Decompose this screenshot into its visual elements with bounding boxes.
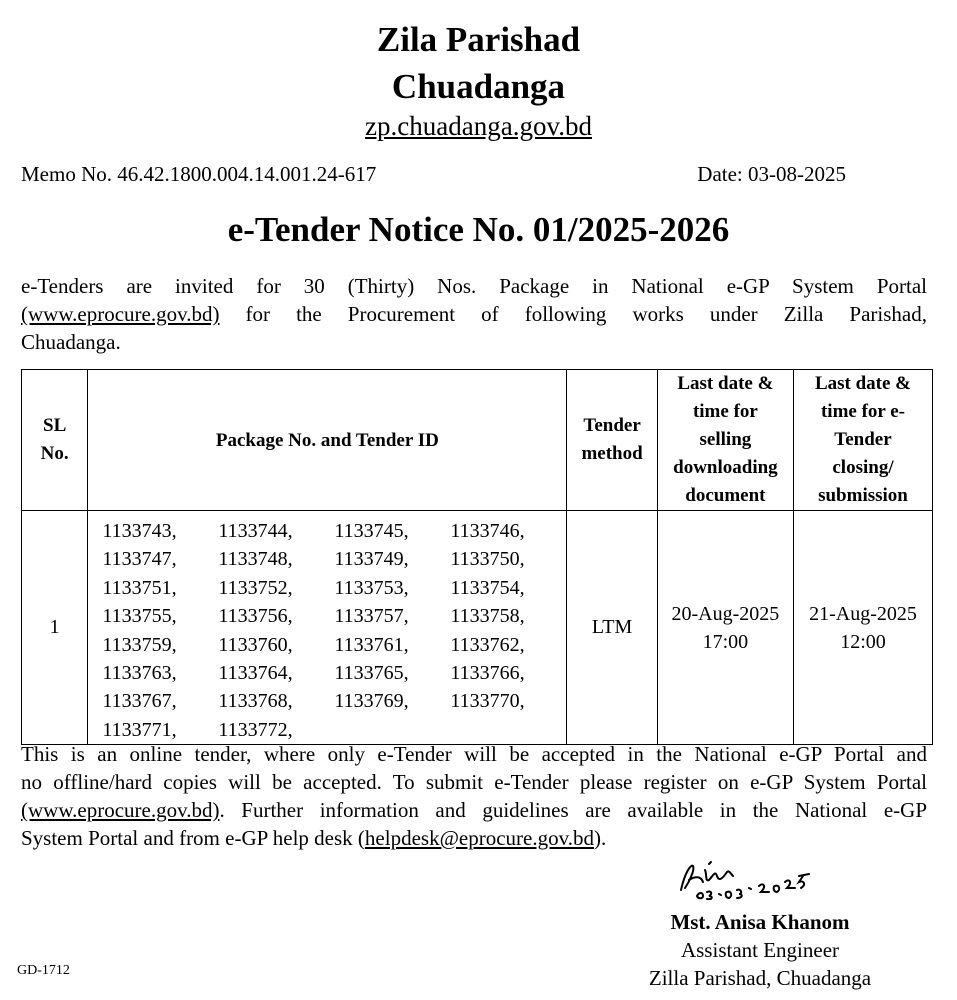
tender-id-list [88,511,566,744]
tender-id: 1133743, [102,520,177,542]
header-text: selling [699,429,752,450]
header-text: document [685,485,766,506]
tender-id: 1133762, [450,633,525,656]
tender-id: 1133748, [218,548,293,571]
helpdesk-email-link[interactable]: helpdesk@eprocure.gov.bd [364,826,594,850]
intro-line: Chuadanga. [21,330,121,354]
header-method [567,370,657,511]
tender-id: 1133764, [218,662,293,685]
tender-id: 1133747, [102,548,177,571]
org-name-line2: Chuadanga [391,67,566,106]
footer-code: GD-1712 [17,963,70,978]
intro-text: for the Procurement of following works under Zilla Parishad, [219,302,927,326]
tender-id: 1133755, [102,605,177,628]
tender-id: 1133772, [218,718,293,741]
intro-paragraph [21,272,927,356]
para-text: ). [594,826,607,850]
tender-id: 1133771, [102,718,177,741]
tender-id: 1133769, [334,690,409,713]
tender-id: 1133756, [218,605,293,628]
tender-id: 1133765, [334,662,409,685]
org-website-link[interactable]: zp.chuadanga.gov.bd [365,111,592,141]
tender-id: 1133761, [334,633,409,656]
tender-id: 1133750, [450,548,525,571]
tender-id: 1133760, [218,633,293,656]
signatory-designation: Assistant Engineer [680,938,840,962]
intro-line: e-Tenders are invited for 30 (Thirty) Nos. Package in National e-GP System Portal [21,274,927,298]
header-text: closing/ [832,457,894,478]
header-text: downloading [673,457,778,478]
header-text: Last date & [814,373,912,394]
tender-id: 1133758, [450,605,525,628]
table-header-row [22,370,933,511]
cell-closing-deadline [793,511,932,745]
intro-line [21,300,927,328]
para-text: System Portal and from e-GP help desk ( [21,826,365,850]
tender-id: 1133757, [334,605,409,628]
notice-title: e-Tender Notice No. 01/2025-2026 [227,210,730,249]
para-text: . Further information and guidelines are available in the National e-GP [219,798,927,822]
header-text: time for [692,401,758,422]
para-line [21,796,927,824]
tender-id: 1133744, [218,520,293,542]
header-text: time for e- [820,401,906,422]
header-text: No. [40,443,69,464]
header-text: method [581,443,643,464]
tender-id: 1133766, [450,662,525,685]
cell-method: LTM [567,511,657,745]
tender-id: 1133767, [102,690,177,713]
header-text: Last date & [677,373,774,394]
tender-id: 1133749, [334,548,409,571]
tender-id: 1133746, [450,520,525,542]
header-closing [793,370,932,511]
para-line: This is an online tender, where only e-Tender will be accepted in the National e-GP Portal and [21,742,927,766]
tender-id: 1133751, [102,576,177,599]
header-package: Package No. and Tender ID [88,370,567,511]
header-text: SL [43,415,67,436]
header-text: submission [818,485,908,506]
tender-id: 1133770, [450,690,525,713]
table-row [22,511,933,745]
tender-id: 1133768, [218,690,293,713]
signatory-name: Mst. Anisa Khanom [670,910,850,934]
tender-id: 1133752, [218,576,293,599]
eprocure-link[interactable]: (www.eprocure.gov.bd) [21,798,220,822]
header-text: Tender [834,429,892,450]
org-name-line1: Zila Parishad [376,20,581,59]
tender-id: 1133745, [334,520,409,542]
handwritten-signature [675,852,850,900]
tender-id: 1133759, [102,633,177,656]
header-selling [657,370,793,511]
eprocure-link[interactable]: (www.eprocure.gov.bd) [21,302,220,326]
cell-tender-ids [88,511,567,745]
tender-id: 1133754, [450,576,525,599]
closing-date: 21-Aug-2025 [809,602,917,625]
cell-sl: 1 [22,511,88,745]
selling-time: 17:00 [702,630,749,653]
para-line [21,824,927,852]
tender-table [21,369,933,745]
header-sl [22,370,88,511]
tender-id: 1133753, [334,576,409,599]
cell-selling-deadline [657,511,793,745]
header-text: Tender [583,415,641,436]
selling-date: 20-Aug-2025 [671,602,780,625]
memo-number: Memo No. 46.42.1800.004.14.001.24-617 [21,162,377,186]
para-line: no offline/hard copies will be accepted. To submit e-Tender please register on e-GP System Portal [21,770,927,794]
memo-date: Date: 03-08-2025 [697,162,846,186]
instructions-paragraph [21,740,927,852]
signatory-office: Zilla Parishad, Chuadanga [648,966,872,990]
signature-block [600,908,920,992]
closing-time: 12:00 [840,630,886,653]
tender-id: 1133763, [102,662,177,685]
